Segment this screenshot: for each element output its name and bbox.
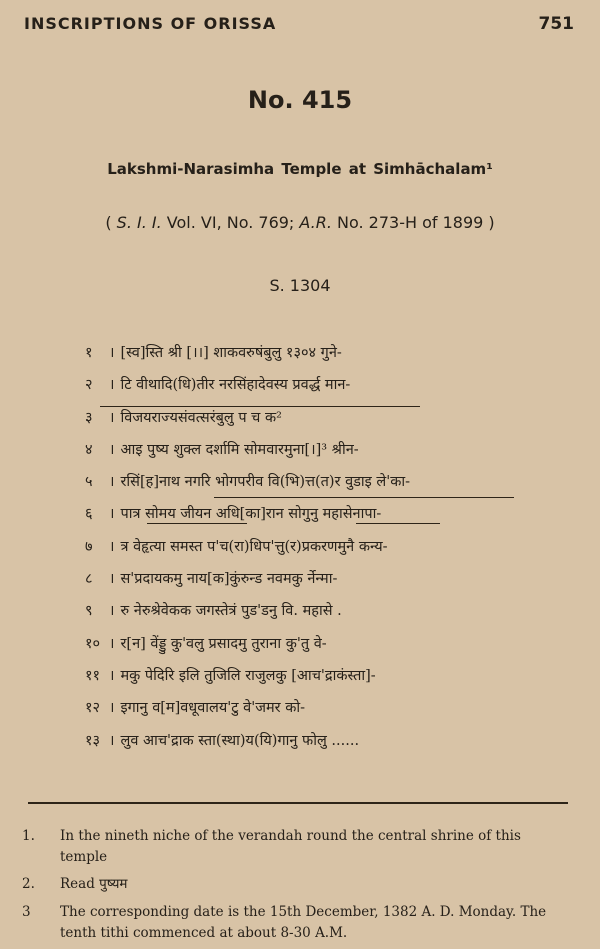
- underline-mark: [356, 523, 440, 524]
- inscription-line: [85, 725, 505, 757]
- inscription-title: Lakshmi-Narasimha Temple at Simhāchalam¹: [107, 160, 493, 178]
- footnote-marker: 1.: [22, 828, 35, 844]
- line-text: विजयराज्यसंवत्सरंबुलु प च क²: [120, 409, 282, 426]
- inscription-line: [85, 563, 505, 595]
- line-separator: ।: [109, 345, 115, 361]
- line-number: ९: [85, 603, 93, 620]
- inscription-line: [85, 628, 505, 660]
- underline-mark: [100, 406, 420, 407]
- line-text: र[न] वेंड्डु कु'वलु प्रसादमु तुराना कु'तु वे-: [120, 635, 327, 652]
- line-number: ११: [85, 667, 101, 684]
- line-number: ६: [85, 506, 93, 523]
- line-separator: ।: [109, 441, 115, 458]
- line-separator: ।: [109, 377, 115, 394]
- inscription-line: [85, 692, 505, 724]
- line-text: लुव आच'द्राक स्ता(स्था)य(यि)गानु फोलु ......: [120, 732, 360, 749]
- line-number: २: [85, 377, 93, 394]
- line-separator: ।: [109, 635, 115, 652]
- line-number: ५: [85, 474, 93, 491]
- line-number: १२: [85, 700, 101, 717]
- footnote-rule: [28, 802, 568, 804]
- line-text: इगानु व[म]वधूवालय'टु वे'जमर को-: [120, 700, 305, 717]
- running-title: INSCRIPTIONS OF ORISSA: [24, 14, 277, 33]
- line-text: रु नेरुश्रेवेकक जगस्तेत्रं पुड'डनु वि. महासे .: [120, 603, 342, 620]
- inscription-number: No. 415: [247, 86, 353, 114]
- line-separator: ।: [109, 700, 115, 717]
- footnote-1: [22, 826, 572, 868]
- line-text: रसिं[ह]नाथ नगरि भोगपरीव वि(भि)त्त(त)र वुडाइ ले'का-: [120, 474, 411, 491]
- reference-open: (: [105, 213, 117, 232]
- line-separator: ।: [109, 667, 115, 684]
- line-separator: ।: [109, 506, 115, 523]
- line-text: टि वीथादि(धि)तीर नरसिंहादेवस्य प्रवर्द्ध मान-: [120, 377, 351, 394]
- line-text: [स्व]स्ति श्री [।।] शाकवरुषंबुलु १३०४ गुने-: [120, 345, 342, 361]
- reference-sii: S. I. I.: [116, 213, 162, 232]
- inscription-text: [85, 337, 505, 757]
- line-text: त्र वेहृत्या समस्त प'च(रा)धिप'त्तु(र)प्रकरणमुनै कन्य-: [120, 538, 388, 555]
- footnote-text: Read पुष्यम: [60, 876, 128, 892]
- footnote-2: [22, 874, 572, 895]
- inscription-reference: [0, 213, 600, 232]
- line-number: ३: [85, 409, 93, 426]
- inscription-line: [85, 434, 505, 466]
- footnote-3: [22, 902, 572, 944]
- line-text: आइ पुष्य शुक्ल दर्शामि सोमवारमुना[।]³ श्रीन-: [120, 441, 359, 458]
- running-header: [24, 14, 574, 38]
- line-separator: ।: [109, 603, 115, 620]
- footnote-marker: 3: [22, 904, 31, 920]
- line-text: स'प्रदायकमु नाय[क]कुंरुन्ड नवमकु र्नेन्मा-: [120, 571, 338, 588]
- reference-volume: Vol. VI, No. 769;: [161, 213, 300, 232]
- inscription-line: [85, 466, 505, 498]
- inscription-date: S. 1304: [269, 276, 331, 295]
- line-number: १: [85, 345, 93, 361]
- inscription-line: [85, 337, 505, 369]
- inscription-line: [85, 369, 505, 401]
- line-separator: ।: [109, 474, 115, 491]
- line-separator: ।: [109, 571, 115, 588]
- line-separator: ।: [109, 538, 115, 555]
- page-number: 751: [538, 14, 574, 34]
- line-number: १३: [85, 732, 101, 749]
- underline-mark: [147, 523, 247, 524]
- footnote-text: The corresponding date is the 15th December, 1382 A. D. Monday. The tenth tithi commenced at about 8-30 A.M.: [60, 904, 547, 941]
- inscription-line: [85, 660, 505, 692]
- line-text: मकु पेदिरि इलि तुजिलि राजुलकु [आच'द्राकंस्ता]-: [120, 667, 376, 684]
- reference-ar: A.R.: [299, 213, 332, 232]
- reference-rest: No. 273-H of 1899 ): [331, 213, 495, 232]
- line-number: ४: [85, 441, 93, 458]
- inscription-line: [85, 498, 505, 530]
- line-number: १०: [85, 635, 101, 652]
- inscription-line: [85, 531, 505, 563]
- footnote-text: In the nineth niche of the verandah round the central shrine of this temple: [60, 828, 521, 865]
- inscription-line: [85, 595, 505, 627]
- underline-mark: [214, 497, 514, 498]
- footnote-marker: 2.: [22, 876, 35, 892]
- line-text: पात्र सोमय जीयन अधि[का]रान सोगुनु महासेनापा-: [120, 506, 382, 523]
- line-separator: ।: [109, 732, 115, 749]
- line-number: ८: [85, 571, 93, 588]
- line-number: ७: [85, 538, 93, 555]
- line-separator: ।: [109, 409, 115, 426]
